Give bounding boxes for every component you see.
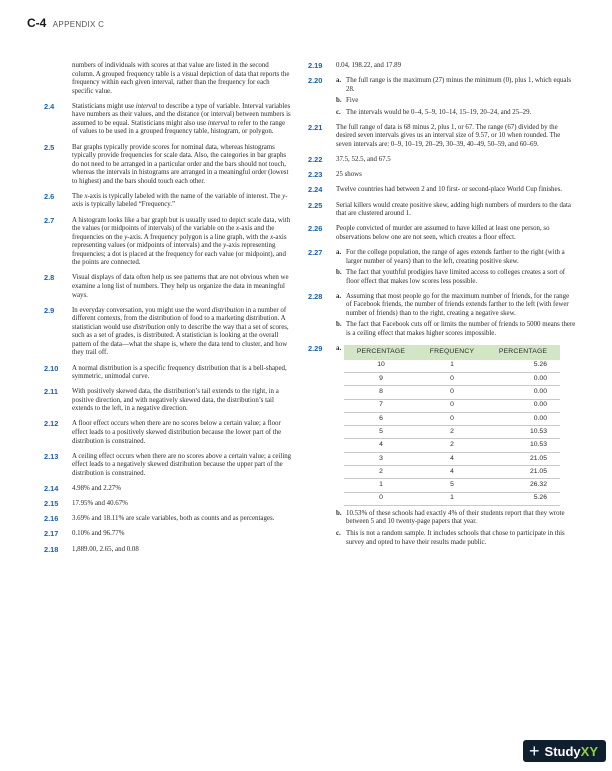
entry-2-6 (44, 193, 292, 210)
text-segment: -axis representing frequencies; a dot is placed at the frequency for each value (or midpoint), and the points are connected. (72, 242, 286, 267)
page-number: C-4 (27, 16, 47, 30)
italic-term: interval (135, 102, 158, 110)
table-row (344, 372, 560, 385)
table-cell: 4 (344, 439, 418, 452)
italic-term: y (124, 233, 128, 241)
table-cell: 0.00 (486, 372, 560, 385)
table-row (344, 465, 560, 478)
entry-number: 2.26 (308, 224, 323, 234)
entry-text: numbers of individuals with scores at that value are listed in the second column. A grouped frequency table is a visual depiction of data that reports the frequency within each given interval, rather than the frequency for each specific value. (72, 62, 290, 95)
entry-2-27 (308, 249, 576, 286)
table-cell: 4 (418, 465, 486, 478)
table-cell: 5 (418, 479, 486, 492)
entry-2-25 (308, 202, 576, 219)
text-segment: Visual displays of data often help us see patterns that are not obvious when we examine a long list of numbers. They help us organize the data in meaningful ways. (72, 274, 289, 299)
sub-text: This is not a random sample. It includes schools that chose to participate in this survey and opted to have their results made public. (346, 529, 565, 546)
text-segment: A histogram looks like a bar graph but is usually used to depict scale data, with the values (or midpoints of intervals) of the variable on the (72, 216, 291, 233)
page-header (27, 14, 104, 32)
sub-text: 10.53% of these schools had exactly 4% of their students report that they wrote between 5 and 10 twenty-page papers that year. (346, 509, 565, 526)
entry-2-11 (44, 388, 292, 414)
entry-2-22 (308, 156, 576, 165)
table-row (344, 452, 560, 465)
entry-text (72, 193, 292, 210)
text-segment: -axis. A frequency polygon is a line graph, with the (127, 233, 271, 241)
text-segment: 0.10% and 96.77% (72, 530, 125, 538)
column-header: PERCENTAGE (344, 345, 418, 360)
entry-number: 2.8 (44, 273, 55, 283)
entry-2-26 (308, 225, 576, 242)
text-segment: In everyday conversation, you might use the word (72, 306, 212, 314)
text-segment: Statisticians might use (72, 102, 136, 110)
entry-number: 2.20 (308, 76, 323, 86)
entry-number: 2.11 (44, 387, 58, 397)
table-row (344, 426, 560, 439)
entry-text (72, 515, 292, 524)
entry-2-7 (44, 217, 292, 268)
text-segment: only to describe the way that a set of scores, such as a set of grades, is distributed. A statistician is looking at the overall pattern of the data—what the shape is, where the data tend to cluster, and how they trail off. (72, 323, 289, 357)
sub-a: a. Assuming that most people go for the maximum number of friends, for the range of Facebook friends, the number of friends extends farther to the left (with fewer number of friends) than to the right, creating a negative skew. (336, 292, 570, 317)
entry-2-13 (44, 453, 292, 479)
entry-number: 2.23 (308, 170, 323, 180)
entry-2-15 (44, 500, 292, 509)
text-segment: 17.95% and 40.67% (72, 500, 128, 508)
entry-number: 2.6 (44, 191, 55, 201)
entry-text: Twelve countries had between 2 and 10 first- or second-place World Cup finishes. (336, 186, 562, 194)
sub-b: b. The fact that Facebook cuts off or limits the number of friends to 5000 means there is a ceiling effect that makes higher scores impossible. (336, 321, 576, 337)
entry-number: 2.22 (308, 155, 323, 165)
entry-text (72, 217, 292, 268)
entry-number: 2.24 (308, 185, 323, 195)
entry-text (72, 420, 292, 446)
entry-2-4 (44, 103, 292, 137)
entry-text (72, 485, 292, 494)
entry-2-5 (44, 144, 292, 187)
text-segment: -axis is typically labeled “Frequency.” (72, 192, 288, 209)
sub-text: The full range is the maximum (27) minus the minimum (0), plus 1, which equals 28. (346, 77, 572, 93)
sub-text: The fact that Facebook cuts off or limits the number of friends to 5000 means there is a ceiling effect that makes higher scores impossible. (346, 321, 576, 337)
entry-number: 2.15 (44, 499, 59, 509)
entry-number: 2.16 (44, 514, 59, 524)
table-cell: 0 (344, 492, 418, 505)
italic-term: x (84, 192, 88, 200)
table-cell: 0.00 (486, 399, 560, 412)
text-segment: to describe a type of variable. Interval variables have numbers as their values, and the distance (or interval) between numbers is assumed to be equal. Statisticians might also use (72, 102, 291, 127)
italic-term: distribution (211, 306, 245, 314)
entry-number: 2.5 (44, 142, 55, 152)
entry-2-8 (44, 274, 292, 300)
entry-2-19 (308, 62, 576, 71)
table-cell: 5.26 (486, 492, 560, 505)
text-segment: -axis is typically labeled with the name of the variable of interest. The (87, 192, 283, 200)
entry-number: 2.17 (44, 529, 59, 539)
table-row (344, 492, 560, 505)
frequency-table (344, 345, 560, 506)
text-segment: -axis representing values (or midpoints of intervals) and the (72, 233, 287, 250)
italic-term: x (236, 225, 240, 233)
table-cell: 4 (418, 452, 486, 465)
entry-text (72, 500, 292, 509)
entry-text (72, 388, 292, 414)
table-cell: 7 (344, 399, 418, 412)
table-cell: 21.05 (486, 452, 560, 465)
entry-number: 2.14 (44, 483, 59, 493)
sub-c: c. This is not a random sample. It includes schools that chose to participate in this survey and opted to have their results made public. (336, 529, 565, 546)
table-cell: 0.00 (486, 412, 560, 425)
table-cell: 2 (344, 465, 418, 478)
brand-study: Study (544, 743, 581, 759)
italic-term: y (282, 192, 286, 200)
entry-2-29 (308, 345, 576, 547)
entry-text: The full range of data is 68 minus 2, plus 1, or 67. The range (67) divided by the desired seven intervals gives us an interval size of 9.57, or 10 when rounded. The seven intervals are: 0–9, 10–19, 20–29, 30–39, 40–49, 50–59, and 60–69. (336, 123, 561, 149)
table-cell: 0.00 (486, 386, 560, 399)
table-row (344, 386, 560, 399)
table-header-row (344, 345, 560, 360)
text-segment: to refer to the range of values to be used in a grouped frequency table, histogram, or polygon. (72, 119, 286, 136)
table-cell: 0 (418, 372, 486, 385)
table-cell: 10.53 (486, 439, 560, 452)
studyxy-logo (523, 740, 606, 762)
entry-text: 37.5, 52.5, and 67.5 (336, 156, 391, 164)
entry-2-17 (44, 530, 292, 539)
entry-number: 2.29 (308, 344, 323, 354)
text-segment: -axis and the frequencies on the (72, 225, 275, 241)
column-header: PERCENTAGE (486, 345, 560, 360)
text-segment: With positively skewed data, the distribution’s tail extends to the right, in a positive direction, and with negatively skewed data, the distribution’s tail extends to the left, in a negative direction. (72, 388, 279, 413)
table-row (344, 399, 560, 412)
entry-2-10 (44, 365, 292, 382)
table-cell: 21.05 (486, 465, 560, 478)
entry-text: People convicted of murder are assumed to have killed at least one person, so observations below one are not seen, which creates a floor effect. (336, 225, 550, 241)
sub-a: a. For the college population, the range of ages extends farther to the right (with a larger number of years) than to the left, creating positive skew. (336, 248, 565, 265)
entry-2-16 (44, 515, 292, 524)
entry-text: 0.04, 198.22, and 17.89 (336, 62, 402, 69)
entry-text (72, 546, 292, 555)
sub-text: Assuming that most people go for the maximum number of friends, for the range of Facebook friends, the number of friends extends farther to the left (with fewer number of friends) than to the right, creating a negative skew. (346, 292, 570, 317)
entry-text (72, 365, 292, 382)
entry-number: 2.7 (44, 215, 55, 225)
entry-2-23 (308, 171, 576, 180)
entry-text (72, 453, 292, 479)
table-cell: 0 (418, 399, 486, 412)
table-cell: 1 (344, 479, 418, 492)
table-row (344, 412, 560, 425)
table-cell: 5 (344, 426, 418, 439)
entry-number: 2.28 (308, 291, 323, 301)
table-cell: 0 (418, 412, 486, 425)
entry-2-18 (44, 546, 292, 555)
right-column (308, 62, 576, 554)
italic-term: y (223, 242, 227, 250)
sub-a: a. The full range is the maximum (27) minus the minimum (0), plus 1, which equals 28. (336, 77, 572, 93)
sub-b: b. 10.53% of these schools had exactly 4% of their students report that they wrote between 5 and 10 twenty-page papers that year. (336, 509, 565, 526)
entry-2-21 (308, 124, 576, 150)
table-body (344, 360, 560, 506)
text-segment: A ceiling effect occurs when there are no scores above a certain value; a ceiling effect leads to a negatively skewed distribution because the upper part of the distribution is constrained. (72, 452, 292, 477)
table-cell: 10.53 (486, 426, 560, 439)
entry-number: 2.18 (44, 544, 59, 554)
text-segment: The (72, 192, 85, 200)
table-cell: 5.26 (486, 360, 560, 373)
entry-2-14 (44, 485, 292, 494)
entry-2-12 (44, 420, 292, 446)
entry-text (72, 144, 292, 187)
section-label: APPENDIX C (52, 20, 105, 29)
column-header: FREQUENCY (418, 345, 486, 360)
table-cell: 10 (344, 360, 418, 373)
entry-text: Serial killers would create positive skew, adding high numbers of murders to the data that are clustered around 1. (336, 201, 571, 218)
table-cell: 2 (418, 426, 486, 439)
entry-text (72, 274, 292, 300)
text-segment: 4.98% and 2.27% (72, 484, 121, 492)
text-segment: 3.69% and 18.11% are scale variables, both as counts and as percentages. (72, 515, 275, 523)
entry-number: 2.10 (44, 363, 59, 373)
table-cell: 8 (344, 386, 418, 399)
table-cell: 6 (344, 412, 418, 425)
italic-term: interval (207, 119, 230, 127)
text-segment: 1,889.00, 2.65, and 0.08 (72, 545, 139, 553)
text-segment: A normal distribution is a specific frequency distribution that is a bell-shaped, symmetric, unimodal curve. (72, 364, 287, 381)
sub-text: For the college population, the range of ages extends farther to the right (with a larger number of years) than to the left, creating positive skew. (346, 248, 565, 265)
table-cell: 26.32 (486, 479, 560, 492)
sub-text: Five (346, 97, 359, 105)
table-cell: 2 (418, 439, 486, 452)
entry-number: 2.9 (44, 305, 55, 315)
text-segment: Bar graphs typically provide scores for nominal data, whereas histograms typically provide frequencies for scale data. Also, the categories in bar graphs do not need to be arranged in a particular order and the bars should not touch, whereas the intervals in histograms are arranged in a meaningful order (lowest to highest) and the bars should touch each other. (72, 143, 289, 185)
italic-term: x (270, 233, 274, 241)
table-row (344, 360, 560, 373)
table-cell: 0 (418, 386, 486, 399)
left-entries (44, 103, 292, 554)
table-cell: 1 (418, 360, 486, 373)
brand-xy: XY (580, 743, 598, 759)
text-segment: A floor effect occurs when there are no scores below a certain value; a floor effect leads to a positively skewed distribution because the lower part of the distribution is constrained. (72, 420, 282, 445)
entry-2-24 (308, 186, 576, 195)
entry-text: 25 shows (336, 171, 362, 179)
entry-number: 2.19 (308, 61, 323, 70)
entry-text (72, 103, 292, 137)
entry-2-28 (308, 293, 576, 339)
sub-text: The intervals would be 0–4, 5–9, 10–14, 15–19, 20–24, and 25–29. (346, 108, 532, 116)
entry-number: 2.27 (308, 247, 323, 257)
entry-2-9 (44, 307, 292, 358)
text-segment: in a number of different contexts, from the distribution of food to a marketing distribution. A statistician would use (72, 306, 287, 331)
sub-text: The fact that youthful prodigies have limited access to colleges creates a sort of floor effect that makes low scores less possible. (346, 269, 566, 285)
entry-number: 2.25 (308, 200, 323, 210)
sub-b: b. The fact that youthful prodigies have limited access to colleges creates a sort of floor effect that makes low scores less possible. (336, 269, 566, 285)
entry-text (72, 530, 292, 539)
entry-2-3-continuation (44, 62, 292, 96)
italic-term: distribution (133, 323, 166, 331)
sub-c: c. The intervals would be 0–4, 5–9, 10–14, 15–19, 20–24, and 25–29. (336, 108, 532, 116)
table-cell: 1 (418, 492, 486, 505)
sub-b: b. Five (336, 97, 359, 105)
entry-text (72, 307, 292, 358)
left-column (44, 62, 292, 561)
table-cell: 3 (344, 452, 418, 465)
entry-number: 2.21 (308, 122, 323, 132)
entry-number: 2.13 (44, 451, 59, 461)
entry-number: 2.12 (44, 419, 59, 429)
sub-label: a. (336, 345, 342, 353)
sub-a (336, 345, 576, 506)
plus-icon: + (529, 741, 540, 761)
table-row (344, 479, 560, 492)
entry-number: 2.4 (44, 101, 55, 111)
table-cell: 9 (344, 372, 418, 385)
table-row (344, 439, 560, 452)
entry-2-20 (308, 77, 576, 117)
